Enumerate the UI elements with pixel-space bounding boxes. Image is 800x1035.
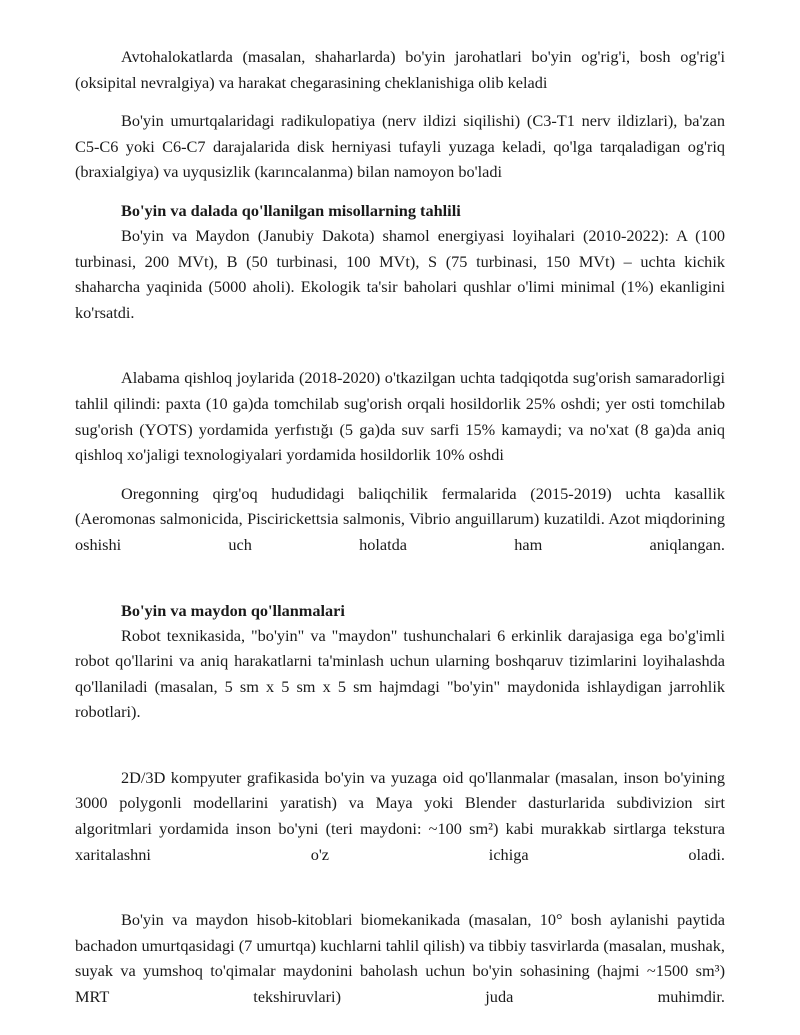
paragraph-radiculopathy: Bo'yin umurtqalaridagi radikulopatiya (nerv ildizi siqilishi) (C3-T1 nerv ildizlari), ba'zan C5-C6 yoki C6-C7 darajalarida disk herniyasi tufayli yuzaga keladi, qo'lga tarqaladigan og'riq (braxialgiya) va uyqusizlik (karıncalanma) bilan namoyon bo'ladi	[75, 111, 725, 182]
paragraph-biomechanics: Bo'yin va maydon hisob-kitoblari biomekanikada (masalan, 10° bosh aylanishi paytida bachadon umurtqasidagi (7 umurtqa) kuchlarni tahlil qilish) va tibbiy tasvirlarda (masalan, mushak, suyak va yumshoq to'qimalar maydonini baholash uchun bo'yin sohasining (hajmi ~1500 sm³) MRT tekshiruvlari) juda muhimdir.	[75, 910, 725, 1007]
document-page	[75, 44, 725, 1010]
paragraph-robotics: Robot texnikasida, "bo'yin" va "maydon" tushunchalari 6 erkinlik darajasiga ega bo'g'imli robot qo'llarini va aniq harakatlarni ta'minlash uchun ularning boshqaruv tizimlarini loyihalashda qo'llaniladi (masalan, 5 sm x 5 sm x 5 sm hajmdagi "bo'yin" maydonida ishlaydigan jarrohlik robotlari).	[75, 625, 725, 722]
paragraph-car-accidents: Avtohalokatlarda (masalan, shaharlarda) bo'yin jarohatlari bo'yin og'rig'i, bosh og'rig'i (oksipital nevralgiya) va harakat chegarasining cheklanishiga olib keladi	[75, 47, 725, 92]
paragraph-computer-graphics: 2D/3D kompyuter grafikasida bo'yin va yuzaga oid qo'llanmalar (masalan, inson bo'yining 3000 polygonli modellarini yaratish) va Maya yoki Blender dasturlarida subdivizion sirt algoritmlari yordamida inson bo'yni (teri maydoni: ~100 sm²) kabi murakkab sirtlarga tekstura xaritalashni o'z ichiga oladi.	[75, 767, 725, 864]
section-heading-case-analysis: Bo'yin va dalada qo'llanilgan misollarning tahlili	[121, 200, 461, 220]
paragraph-irrigation-study: Alabama qishloq joylarida (2018-2020) o'tkazilgan uchta tadqiqotda sug'orish samaradorligi tahlil qilindi: paxta (10 ga)da tomchilab sug'orish orqali hosildorlik 25% oshdi; yer osti tomchilab sug'orish (YOTS) yordamida yerfıstığı (5 ga)da suv sarfi 15% kamaydi; va no'xat (8 ga)da aniq qishloq xo'jaligi texnologiyalari yordamida hosildorlik 10% oshdi	[75, 368, 725, 465]
section-heading-applications: Bo'yin va maydon qo'llanmalari	[121, 600, 345, 620]
paragraph-wind-energy: Bo'yin va Maydon (Janubiy Dakota) shamol energiyasi loyihalari (2010-2022): A (100 turbinasi, 200 MVt), B (50 turbinasi, 100 MVt), S (75 turbinasi, 150 MVt) – uchta kichik shaharcha yaqinida (5000 aholi). Ekologik ta'sir baholari qushlar o'limi minimal (1%) ekanligini ko'rsatdi.	[75, 225, 725, 322]
paragraph-fish-farms: Oregonning qirg'oq hududidagi baliqchilik fermalarida (2015-2019) uchta kasallik (Aeromonas salmonicida, Piscirickettsia salmonis, Vibrio anguillarum) kuzatildi. Azot miqdorining oshishi uch holatda ham aniqlangan.	[75, 483, 725, 554]
